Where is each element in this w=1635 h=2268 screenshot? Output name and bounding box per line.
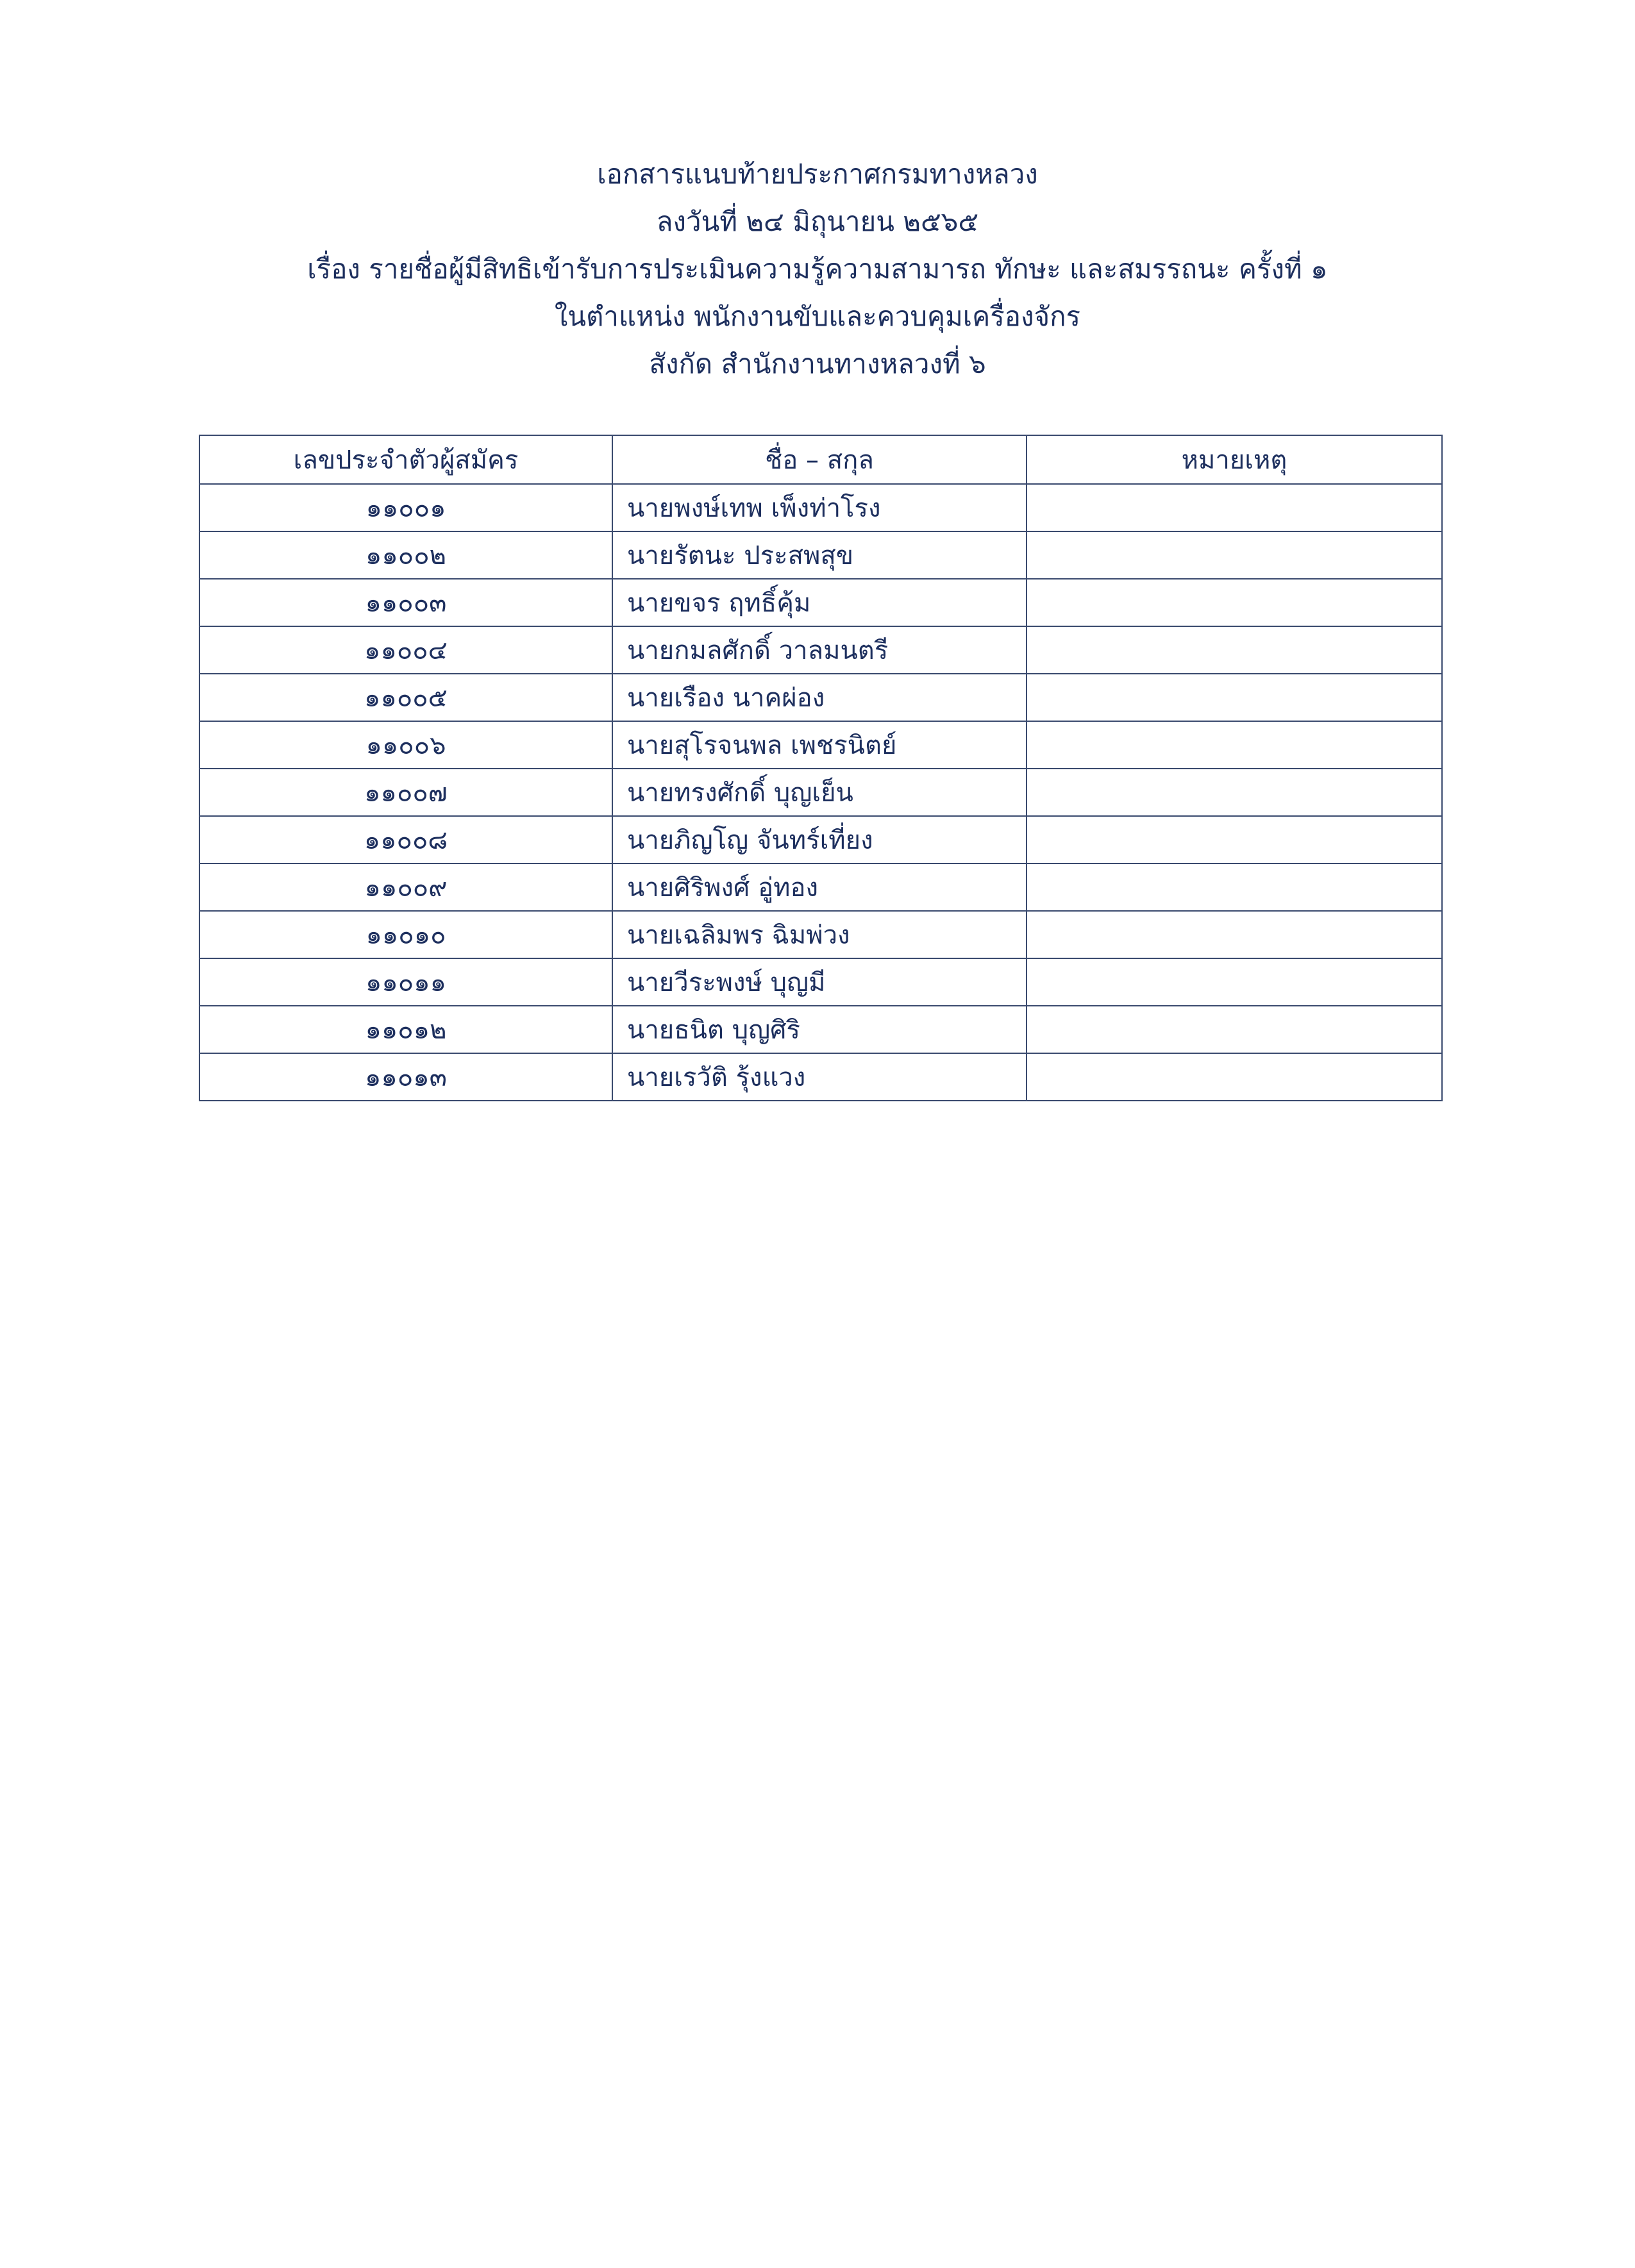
heading-line-subject: เรื่อง รายชื่อผู้มีสิทธิเข้ารับการประเมินความรู้ความสามารถ ทักษะ และสมรรถนะ ครั้งที่ ๑ xyxy=(307,253,1328,285)
remarks-cell xyxy=(1027,1006,1442,1053)
full-name-cell: นายวีระพงษ์ บุญมี xyxy=(612,958,1027,1006)
applicant-id-cell: ๑๑๐๐๔ xyxy=(199,626,612,674)
applicant-id-cell: ๑๑๐๑๓ xyxy=(199,1053,612,1101)
table-row xyxy=(199,863,1442,911)
table-header xyxy=(199,435,1442,484)
remarks-cell xyxy=(1027,579,1442,626)
full-name-cell: นายศิริพงศ์ อู่ทอง xyxy=(612,863,1027,911)
applicant-id-cell: ๑๑๐๐๘ xyxy=(199,816,612,863)
header-full-name: ชื่อ – สกุล xyxy=(612,435,1027,484)
full-name-cell: นายเรือง นาคผ่อง xyxy=(612,674,1027,721)
remarks-cell xyxy=(1027,531,1442,579)
applicant-id-cell: ๑๑๐๑๒ xyxy=(199,1006,612,1053)
applicant-id-cell: ๑๑๐๐๙ xyxy=(199,863,612,911)
table-row xyxy=(199,721,1442,769)
applicant-id-cell: ๑๑๐๐๖ xyxy=(199,721,612,769)
document-heading xyxy=(0,151,1635,388)
remarks-cell xyxy=(1027,484,1442,531)
remarks-cell xyxy=(1027,816,1442,863)
table-row xyxy=(199,769,1442,816)
table-row xyxy=(199,1006,1442,1053)
applicant-id-cell: ๑๑๐๐๓ xyxy=(199,579,612,626)
remarks-cell xyxy=(1027,769,1442,816)
full-name-cell: นายสุโรจนพล เพชรนิตย์ xyxy=(612,721,1027,769)
table-body xyxy=(199,484,1442,1101)
applicant-id-cell: ๑๑๐๐๑ xyxy=(199,484,612,531)
table-row xyxy=(199,531,1442,579)
heading-line-date: ลงวันที่ ๒๔ มิถุนายน ๒๕๖๕ xyxy=(656,206,979,237)
full-name-cell: นายทรงศักดิ์ บุญเย็น xyxy=(612,769,1027,816)
full-name-cell: นายขจร ฤทธิ์คุ้ม xyxy=(612,579,1027,626)
remarks-cell xyxy=(1027,911,1442,958)
full-name-cell: นายเรวัติ รุ้งแวง xyxy=(612,1053,1027,1101)
applicant-id-cell: ๑๑๐๑๐ xyxy=(199,911,612,958)
header-remarks: หมายเหตุ xyxy=(1027,435,1442,484)
remarks-cell xyxy=(1027,674,1442,721)
heading-line-affiliation: สังกัด สำนักงานทางหลวงที่ ๖ xyxy=(649,348,986,379)
remarks-cell xyxy=(1027,1053,1442,1101)
heading-line-attachment: เอกสารแนบท้ายประกาศกรมทางหลวง xyxy=(597,158,1038,190)
applicant-id-cell: ๑๑๐๐๒ xyxy=(199,531,612,579)
full-name-cell: นายกมลศักดิ์ วาลมนตรี xyxy=(612,626,1027,674)
candidate-table xyxy=(199,435,1443,1101)
table-row xyxy=(199,911,1442,958)
applicant-id-cell: ๑๑๐๐๗ xyxy=(199,769,612,816)
full-name-cell: นายเฉลิมพร ฉิมพ่วง xyxy=(612,911,1027,958)
full-name-cell: นายภิญโญ จันทร์เที่ยง xyxy=(612,816,1027,863)
table-row xyxy=(199,816,1442,863)
full-name-cell: นายพงษ์เทพ เพ็งท่าโรง xyxy=(612,484,1027,531)
remarks-cell xyxy=(1027,958,1442,1006)
table-header-row xyxy=(199,435,1442,484)
table-row xyxy=(199,579,1442,626)
table-row xyxy=(199,674,1442,721)
remarks-cell xyxy=(1027,626,1442,674)
table-row xyxy=(199,958,1442,1006)
table-row xyxy=(199,484,1442,531)
table-row xyxy=(199,626,1442,674)
table-row xyxy=(199,1053,1442,1101)
remarks-cell xyxy=(1027,863,1442,911)
header-applicant-id: เลขประจำตัวผู้สมัคร xyxy=(199,435,612,484)
full-name-cell: นายธนิต บุญศิริ xyxy=(612,1006,1027,1053)
heading-line-position: ในตำแหน่ง พนักงานขับและควบคุมเครื่องจักร xyxy=(554,301,1081,332)
remarks-cell xyxy=(1027,721,1442,769)
full-name-cell: นายรัตนะ ประสพสุข xyxy=(612,531,1027,579)
applicant-id-cell: ๑๑๐๑๑ xyxy=(199,958,612,1006)
applicant-id-cell: ๑๑๐๐๕ xyxy=(199,674,612,721)
